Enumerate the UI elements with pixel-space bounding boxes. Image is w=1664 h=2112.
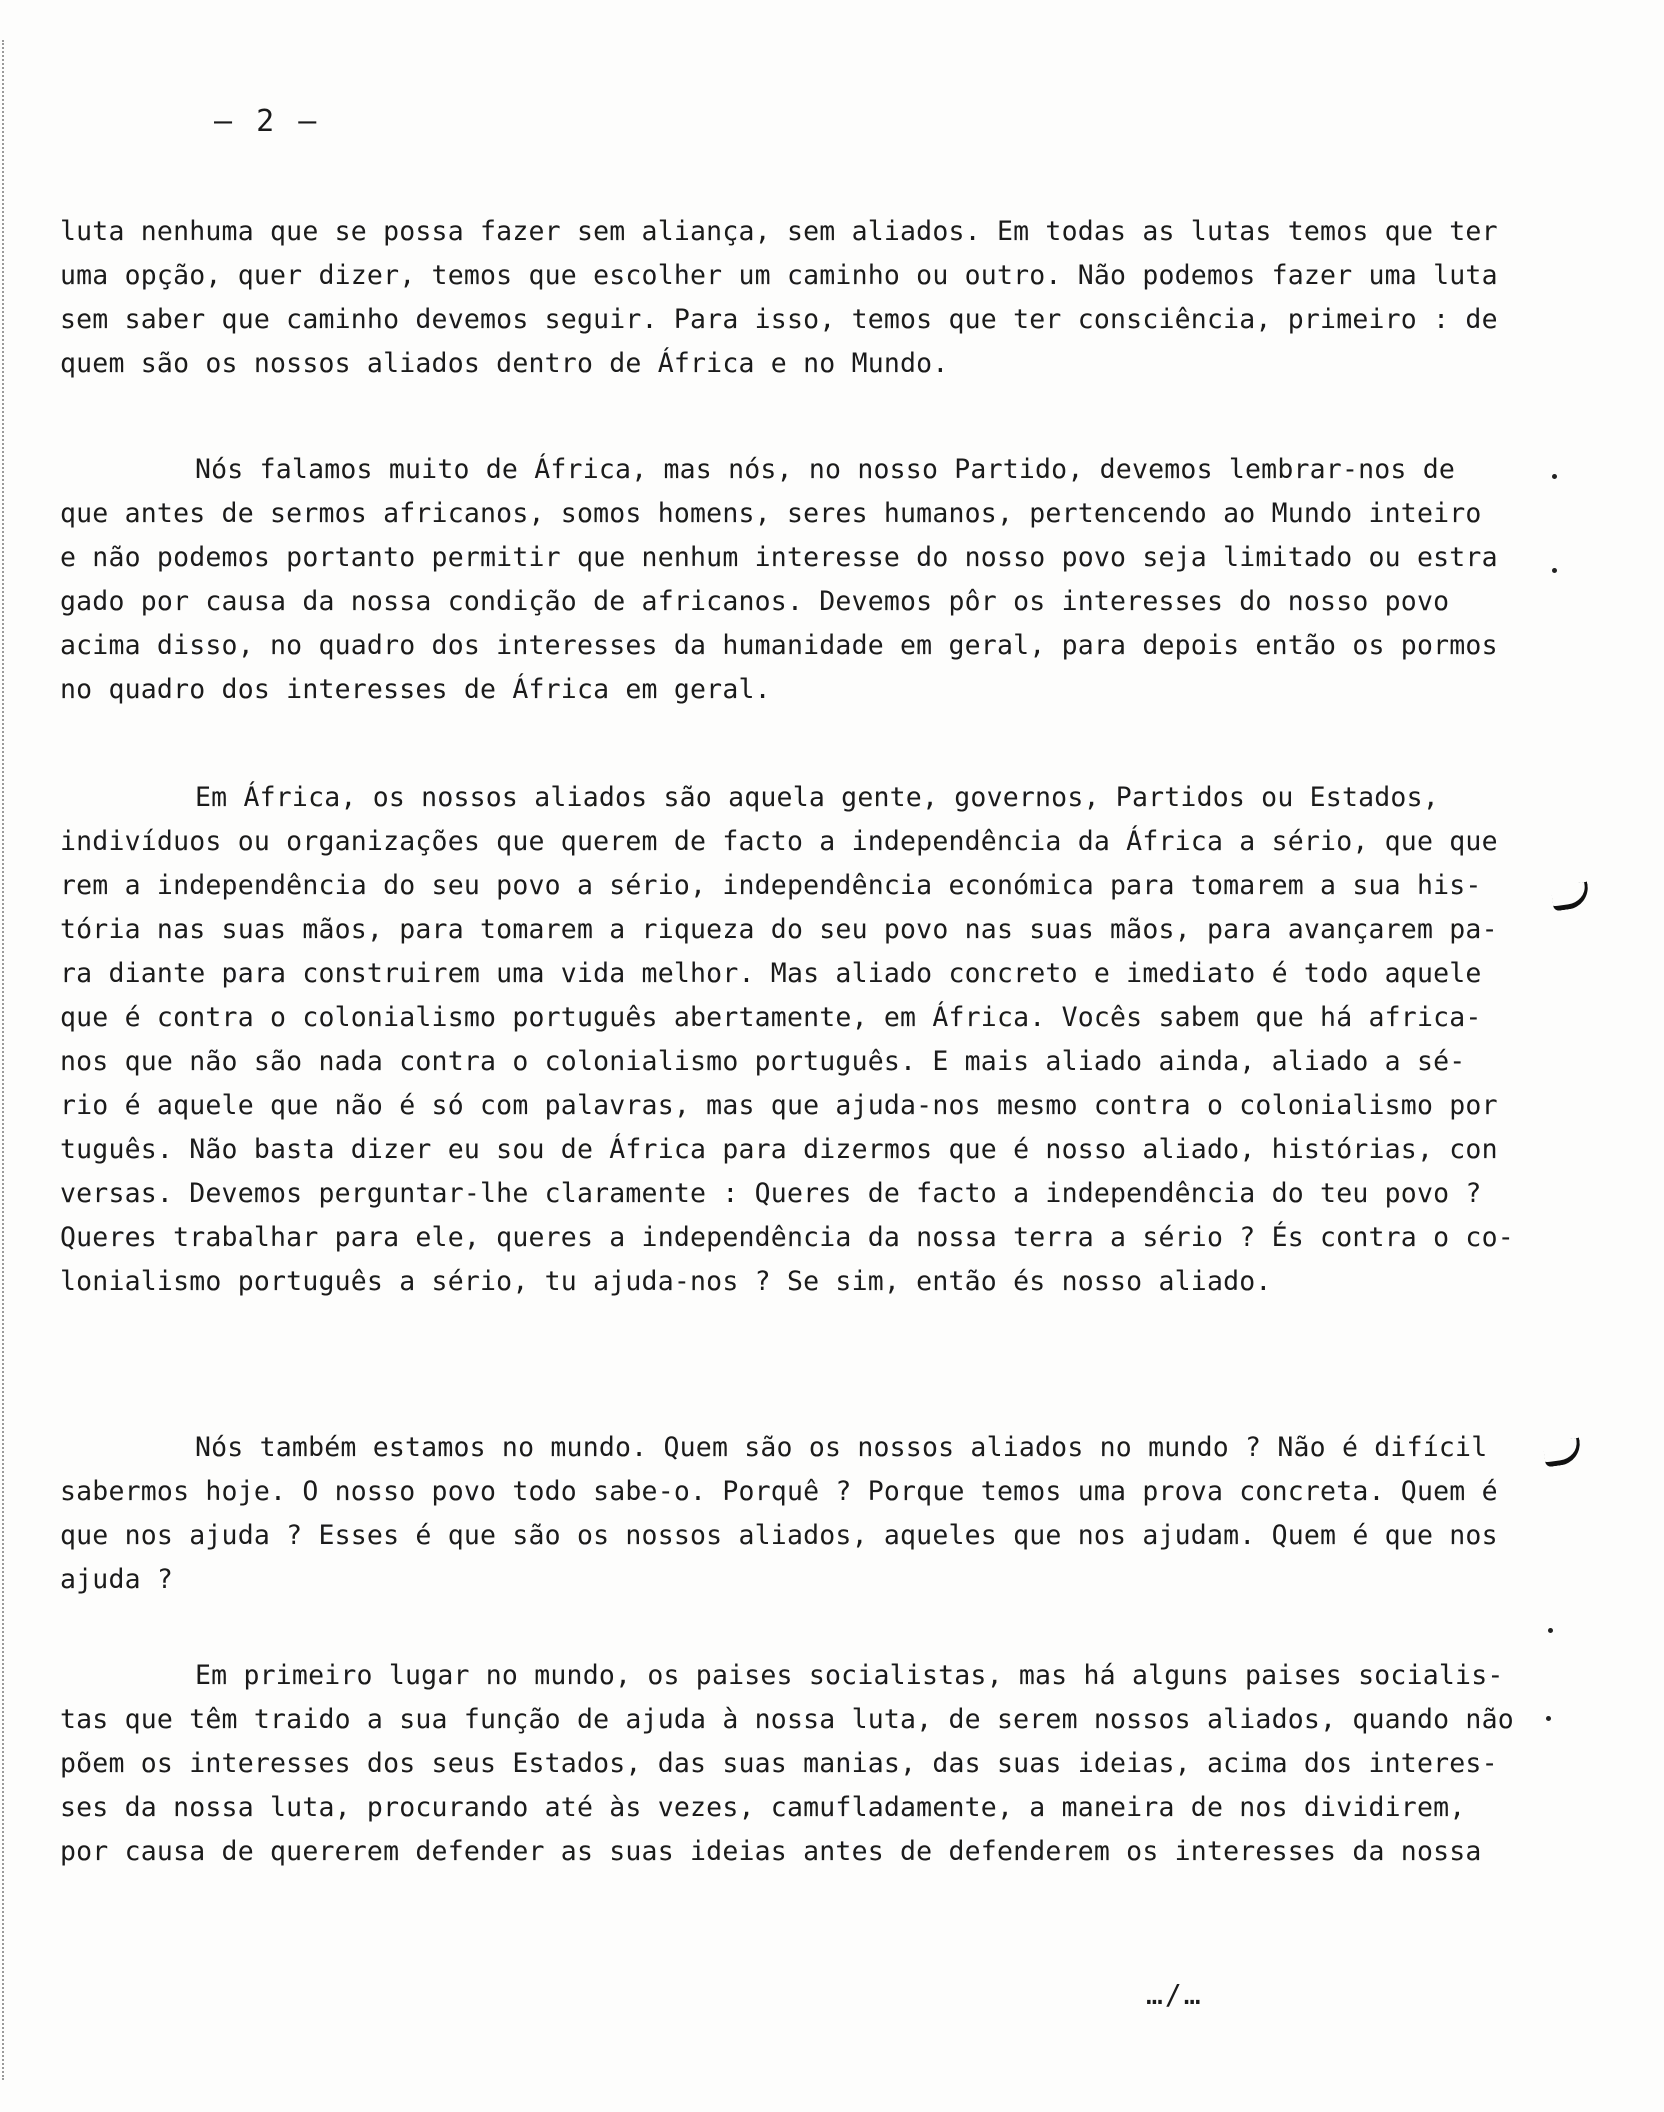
text-line: quem são os nossos aliados dentro de África e no Mundo.: [60, 348, 949, 379]
text-line: acima disso, no quadro dos interesses da humanidade em geral, para depois então os pormos: [60, 630, 1498, 661]
text-line: Queres trabalhar para ele, queres a independência da nossa terra a sério ? És contra o co-: [60, 1222, 1514, 1253]
margin-bracket-mark: [1542, 1438, 1582, 1468]
text-line: rem a independência do seu povo a sério, independência económica para tomarem a sua his-: [60, 870, 1482, 901]
text-line: lonialismo português a sério, tu ajuda-nos ? Se sim, então és nosso aliado.: [60, 1266, 1272, 1297]
text-line: por causa de quererem defender as suas ideias antes de defenderem os interesses da nossa: [60, 1836, 1482, 1867]
margin-dot: [1546, 1716, 1551, 1721]
text-line: Nós também estamos no mundo. Quem são os nossos aliados no mundo ? Não é difícil: [195, 1432, 1488, 1463]
text-line: sabermos hoje. O nosso povo todo sabe-o. Porquê ? Porque temos uma prova concreta. Quem é: [60, 1476, 1498, 1507]
text-line: que é contra o colonialismo português abertamente, em África. Vocês sabem que há africa-: [60, 1002, 1482, 1033]
text-line: que nos ajuda ? Esses é que são os nossos aliados, aqueles que nos ajudam. Quem é que nos: [60, 1520, 1498, 1551]
text-line: luta nenhuma que se possa fazer sem aliança, sem aliados. Em todas as lutas temos que ter: [60, 216, 1498, 247]
text-line: põem os interesses dos seus Estados, das suas manias, das suas ideias, acima dos interes-: [60, 1748, 1498, 1779]
text-line: sem saber que caminho devemos seguir. Para isso, temos que ter consciência, primeiro : de: [60, 304, 1498, 335]
paragraph-5: [60, 1654, 1514, 1874]
text-line: Em primeiro lugar no mundo, os paises socialistas, mas há alguns paises socialis-: [195, 1660, 1504, 1691]
text-line: versas. Devemos perguntar-lhe claramente : Queres de facto a independência do teu povo ?: [60, 1178, 1482, 1209]
page-edge-perforation: [2, 40, 7, 2080]
text-line: uma opção, quer dizer, temos que escolher um caminho ou outro. Não podemos fazer uma luta: [60, 260, 1498, 291]
margin-dot: [1552, 568, 1557, 573]
text-line: indivíduos ou organizações que querem de facto a independência da África a sério, que que: [60, 826, 1498, 857]
margin-dot: [1548, 1628, 1553, 1633]
paragraph-2: [60, 448, 1498, 712]
margin-bracket-mark: [1550, 882, 1590, 912]
text-line: ra diante para construirem uma vida melhor. Mas aliado concreto e imediato é todo aquele: [60, 958, 1482, 989]
margin-dot: [1552, 474, 1557, 479]
paragraph-3: [60, 776, 1514, 1304]
page-number: – 2 –: [214, 104, 320, 139]
paragraph-1: [60, 210, 1498, 386]
text-line: que antes de sermos africanos, somos homens, seres humanos, pertencendo ao Mundo inteiro: [60, 498, 1482, 529]
text-line: ses da nossa luta, procurando até às vezes, camufladamente, a maneira de nos dividirem,: [60, 1792, 1466, 1823]
text-line: no quadro dos interesses de África em geral.: [60, 674, 771, 705]
text-line: nos que não são nada contra o colonialismo português. E mais aliado ainda, aliado a sé-: [60, 1046, 1466, 1077]
continuation-mark: …/…: [1146, 1978, 1203, 2011]
text-line: Nós falamos muito de África, mas nós, no nosso Partido, devemos lembrar-nos de: [195, 454, 1456, 485]
text-line: Em África, os nossos aliados são aquela gente, governos, Partidos ou Estados,: [195, 782, 1439, 813]
text-line: ajuda ?: [60, 1564, 174, 1595]
text-line: rio é aquele que não é só com palavras, mas que ajuda-nos mesmo contra o colonialismo por: [60, 1090, 1498, 1121]
text-line: tas que têm traido a sua função de ajuda à nossa luta, de serem nossos aliados, quando não: [60, 1704, 1514, 1735]
text-line: tuguês. Não basta dizer eu sou de África para dizermos que é nosso aliado, histórias, con: [60, 1134, 1498, 1165]
paragraph-4: [60, 1426, 1498, 1602]
text-line: gado por causa da nossa condição de africanos. Devemos pôr os interesses do nosso povo: [60, 586, 1450, 617]
text-line: e não podemos portanto permitir que nenhum interesse do nosso povo seja limitado ou estra: [60, 542, 1498, 573]
text-line: tória nas suas mãos, para tomarem a riqueza do seu povo nas suas mãos, para avançarem pa-: [60, 914, 1498, 945]
